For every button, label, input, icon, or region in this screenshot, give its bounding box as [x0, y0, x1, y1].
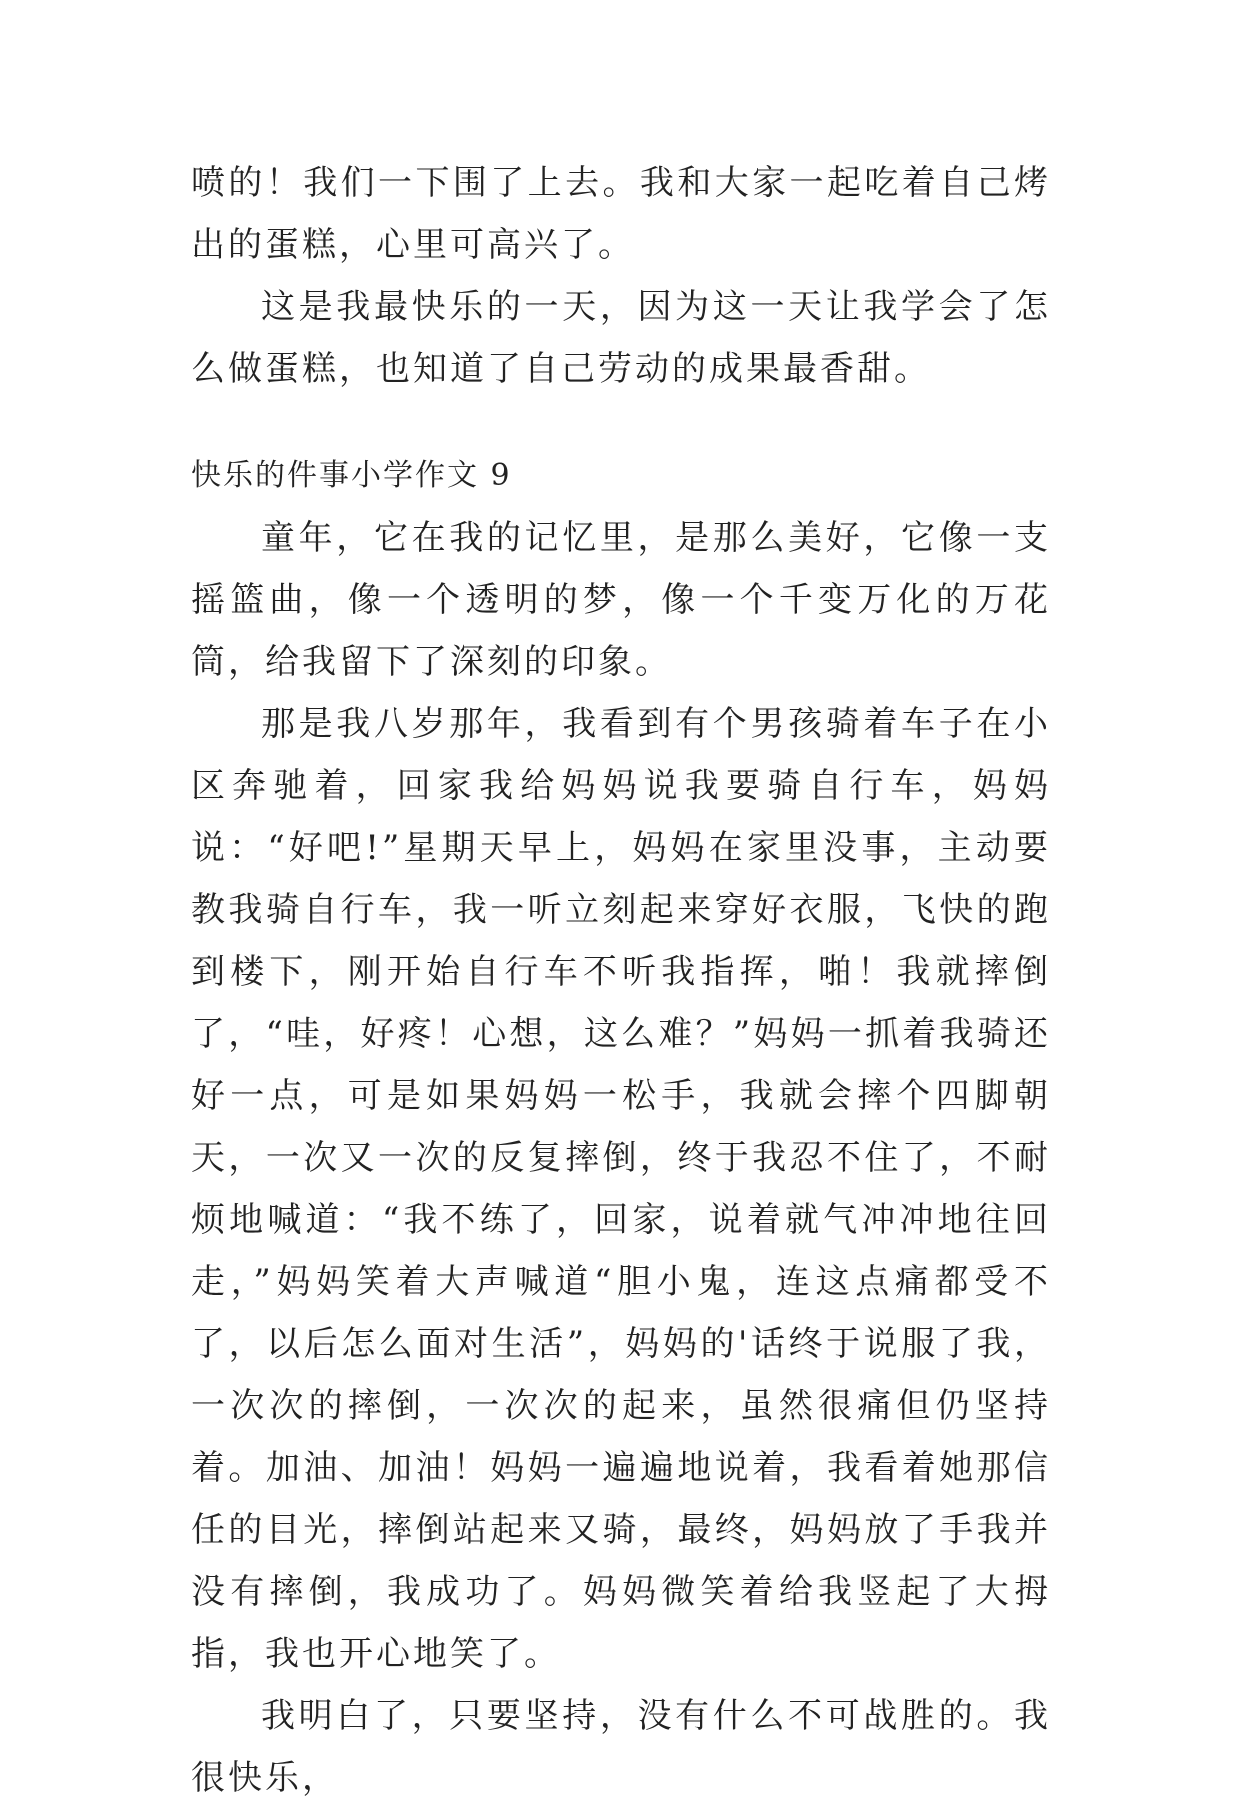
main-text-block — [191, 507, 1051, 1809]
top-text-block — [191, 152, 1051, 400]
paragraph-happiest-day: 这是我最快乐的一天，因为这一天让我学会了怎么做蛋糕，也知道了自己劳动的成果最香甜。 — [191, 287, 1051, 389]
section-title: 快乐的件事小学作文 9 — [191, 458, 512, 493]
paragraph-bicycle-story: 那是我八岁那年，我看到有个男孩骑着车子在小区奔驰着，回家我给妈妈说我要骑自行车，妈妈说：“好吧!”星期天早上，妈妈在家里没事，主动要教我骑自行车，我一听立刻起来穿好衣服，飞快的跑到楼下，刚开始自行车不听我指挥，啪！我就摔倒了，“哇，好疼！心想，这么难？”妈妈一抓着我骑还好一点，可是如果妈妈一松手，我就会摔个四脚朝天，一次又一次的反复摔倒，终于我忍不住了，不耐烦地喊道：“我不练了，回家，说着就气冲冲地往回走，”妈妈笑着大声喊道“胆小鬼，连这点痛都受不了，以后怎么面对生活”，妈妈的'话终于说服了我，一次次的摔倒，一次次的起来，虽然很痛但仍坚持着。加油、加油！妈妈一遍遍地说着，我看着她那信任的目光，摔倒站起来又骑，最终，妈妈放了手我并没有摔倒，我成功了。妈妈微笑着给我竖起了大拇指，我也开心地笑了。 — [191, 704, 1051, 1674]
paragraph-cake-ending: 喷的！我们一下围了上去。我和大家一起吃着自己烤出的蛋糕，心里可高兴了。 — [191, 163, 1051, 265]
section-title-block — [191, 445, 1051, 507]
paragraph-childhood: 童年，它在我的记忆里，是那么美好，它像一支摇篮曲，像一个透明的梦，像一个千变万化的万花筒，给我留下了深刻的印象。 — [191, 518, 1051, 682]
paragraph-conclusion: 我明白了，只要坚持，没有什么不可战胜的。我很快乐， — [191, 1696, 1051, 1798]
